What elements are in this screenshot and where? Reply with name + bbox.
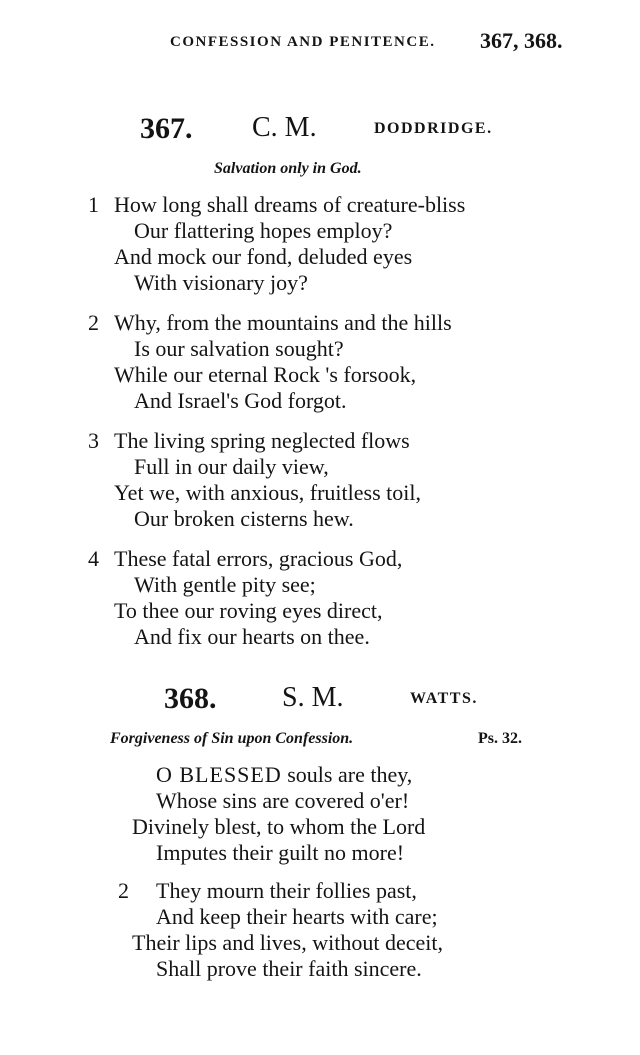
verse-line	[156, 762, 412, 788]
hymn-368-subtitle: Forgiveness of Sin upon Confession.	[110, 730, 354, 747]
verse-line: Shall prove their faith sincere.	[156, 956, 422, 981]
verse-line: Their lips and lives, without deceit,	[132, 930, 443, 955]
running-title: CONFESSION AND PENITENCE.	[170, 34, 436, 50]
verse-line: They mourn their follies past,	[156, 878, 417, 903]
verse-number: 2	[118, 878, 129, 903]
verse-line: Whose sins are covered o'er!	[156, 788, 410, 813]
verse-line-rest: souls are they,	[281, 762, 413, 787]
verse-line: And keep their hearts with care;	[156, 904, 438, 929]
verse-number: 3	[88, 428, 99, 453]
hymn-367-meter: C. M.	[252, 112, 317, 143]
verse-line: These fatal errors, gracious God,	[114, 546, 403, 571]
hymn-367-number: 367.	[140, 112, 193, 145]
verse-number: 2	[88, 310, 99, 335]
page-numbers: 367, 368.	[480, 28, 563, 53]
psalm-reference: Ps. 32.	[478, 730, 522, 747]
verse-number: 4	[88, 546, 99, 571]
verse-line: Imputes their guilt no more!	[156, 840, 405, 865]
hymn-368-meter: S. M.	[282, 682, 344, 713]
verse-line: Why, from the mountains and the hills	[114, 310, 452, 335]
hymn-368-number: 368.	[164, 682, 217, 715]
verse-line: And mock our fond, deluded eyes	[114, 244, 413, 269]
verse-line: The living spring neglected flows	[114, 428, 410, 453]
hymn-367-author: DODDRIDGE.	[374, 120, 493, 137]
verse-line: Yet we, with anxious, fruitless toil,	[114, 480, 421, 505]
verse-line: How long shall dreams of creature-bliss	[114, 192, 466, 217]
verse-line: And Israel's God forgot.	[134, 388, 347, 413]
verse-line: And fix our hearts on thee.	[134, 624, 370, 649]
hymn-368-author: WATTS.	[410, 690, 478, 707]
hymn-367-subtitle: Salvation only in God.	[214, 160, 362, 177]
opening-small-caps: O BLESSED	[156, 762, 282, 787]
verse-line: Our broken cisterns hew.	[134, 506, 354, 531]
verse-number: 1	[88, 192, 99, 217]
verse-line: With visionary joy?	[134, 270, 308, 295]
verse-line: Divinely blest, to whom the Lord	[132, 814, 426, 839]
verse-line: While our eternal Rock 's forsook,	[114, 362, 417, 387]
verse-line: With gentle pity see;	[134, 572, 316, 597]
verse-line: Full in our daily view,	[134, 454, 329, 479]
verse-line: Our flattering hopes employ?	[134, 218, 393, 243]
verse-line: To thee our roving eyes direct,	[114, 598, 383, 623]
verse-line: Is our salvation sought?	[134, 336, 344, 361]
